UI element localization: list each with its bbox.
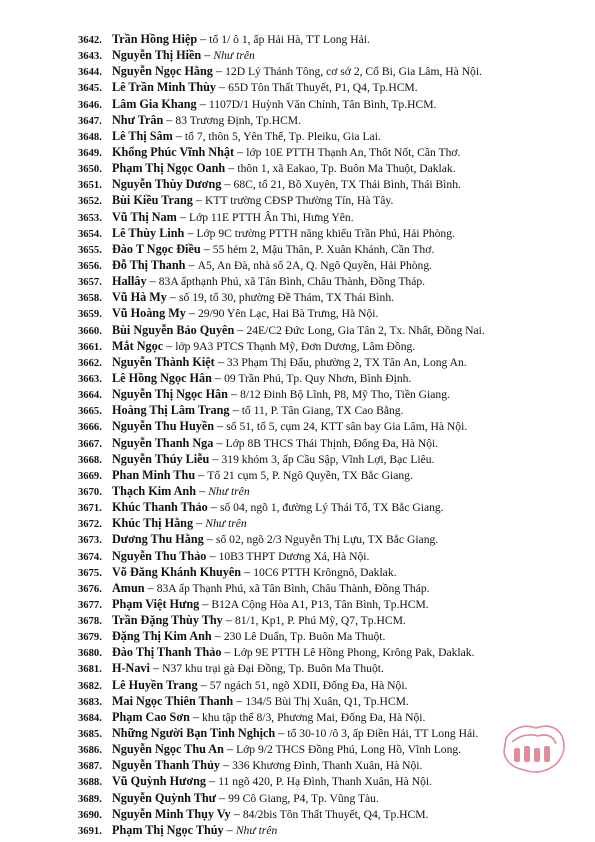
- entry-number: 3679.: [78, 632, 102, 644]
- list-item: [78, 370, 578, 386]
- entry-number: 3659.: [78, 309, 102, 321]
- list-item: [78, 354, 578, 370]
- entry-number: 3680.: [78, 648, 102, 660]
- entry-address: số 04, ngõ 1, đường Lý Thái Tổ, TX Bắc Giang.: [219, 501, 444, 515]
- list-item: [78, 515, 578, 531]
- entry-address: Lớp 9/2 THCS Đồng Phú, Long Hồ, Vĩnh Long.: [236, 743, 462, 757]
- entry-number: 3681.: [78, 664, 102, 676]
- entry-address: Như trên: [213, 49, 255, 63]
- list-item: [78, 499, 578, 515]
- list-item: [78, 225, 578, 241]
- entry-list: [78, 31, 578, 838]
- entry-name: Nguyễn Thúy Liễu –: [112, 452, 222, 466]
- entry-number: 3662.: [78, 357, 102, 369]
- entry-address: 33 Phạm Thị Đẩu, phường 2, TX Tân An, Long An.: [226, 355, 467, 369]
- list-item: [78, 112, 578, 128]
- entry-address: 134/5 Bùi Thị Xuân, Q1, Tp.HCM.: [245, 694, 409, 708]
- list-item: [78, 144, 578, 160]
- entry-name: Dương Thu Hằng –: [112, 532, 216, 546]
- entry-address: Như trên: [235, 823, 278, 837]
- entry-address: 84/2bis Tôn Thất Thuyết, Q4, Tp.HCM.: [242, 807, 429, 821]
- entry-name: Vũ Hà My –: [112, 290, 179, 304]
- entry-number: 3642.: [78, 35, 102, 46]
- entry-address: 24E/C2 Đức Long, Gia Tân 2, Tx. Nhất, Đồng Nai.: [246, 323, 485, 337]
- list-item: [78, 273, 578, 289]
- entry-name: Vũ Quỳnh Hương –: [112, 774, 218, 788]
- entry-number: 3651.: [78, 180, 102, 192]
- entry-address: lớp 10E PTTH Thạnh An, Thốt Nốt, Cần Thơ.: [246, 145, 461, 159]
- list-item: [78, 580, 578, 596]
- entry-name: Nguyễn Thành Kiệt –: [112, 355, 227, 369]
- entry-number: 3660.: [78, 325, 102, 337]
- entry-number: 3647.: [78, 115, 102, 127]
- entry-number: 3658.: [78, 293, 102, 305]
- entry-name: Phạm Thị Ngọc Thúy –: [112, 823, 236, 837]
- entry-name: Lê Huyền Trang –: [112, 678, 210, 692]
- entry-number: 3646.: [78, 99, 102, 111]
- list-item: [78, 677, 578, 693]
- entry-number: 3677.: [78, 599, 102, 611]
- list-item: [78, 176, 578, 192]
- entry-number: 3683.: [78, 696, 102, 708]
- entry-address: 10B3 THPT Dương Xá, Hà Nội.: [218, 549, 370, 563]
- entry-address: 81/1, Kp1, P. Phú Mỹ, Q7, Tp.HCM.: [234, 614, 406, 628]
- entry-number: 3689.: [78, 793, 102, 805]
- entry-name: Lê Thị Sâm –: [112, 129, 185, 143]
- entry-name: Khúc Thị Hằng –: [112, 516, 205, 530]
- entry-number: 3643.: [78, 51, 102, 63]
- list-item: [78, 192, 578, 208]
- list-item: [78, 628, 578, 644]
- entry-name: Lâm Gia Khang –: [112, 97, 209, 111]
- entry-name: Trần Đặng Thùy Thy –: [112, 613, 235, 627]
- watermark-logo: [498, 718, 570, 780]
- entry-number: 3665.: [78, 406, 102, 418]
- list-item: [78, 128, 578, 144]
- entry-address: khu tập thể 8/3, Phương Mai, Đống Đa, Hà Nội.: [202, 710, 426, 724]
- entry-name: Lê Hồng Ngọc Hân –: [112, 371, 224, 385]
- entry-address: tổ 30-10 /ô 3, ấp Điền Hải, TT Long Hải.: [287, 727, 479, 741]
- entry-name: Phạm Cao Sơn –: [112, 710, 202, 724]
- entry-address: 68C, tổ 21, Bồ Xuyên, TX Thái Bình, Thái Bình.: [233, 178, 461, 192]
- entry-name: Bùi Nguyễn Bảo Quyên –: [112, 323, 246, 337]
- entry-name: Vũ Hoàng My –: [112, 306, 198, 320]
- list-item: [78, 596, 578, 612]
- entry-address: KTT trường CĐSP Thường Tín, Hà Tây.: [205, 194, 394, 208]
- entry-name: Nguyễn Thùy Dương –: [112, 177, 234, 191]
- entry-address: Như trên: [208, 484, 250, 498]
- entry-address: B12A Cộng Hòa A1, P13, Tân Bình, Tp.HCM.: [211, 597, 429, 611]
- entry-name: Nguyễn Thị Ngọc Hân –: [112, 387, 240, 401]
- entry-address: Lớp 9E PTTH Lê Hồng Phong, Krông Pak, Daklak.: [233, 646, 475, 660]
- entry-address: 29/90 Yên Lạc, Hai Bà Trưng, Hà Nội.: [198, 307, 379, 321]
- entry-name: Nguyễn Thanh Thủy –: [112, 758, 232, 772]
- entry-number: 3690.: [78, 809, 102, 821]
- list-item: [78, 806, 578, 822]
- entry-address: 55 hẻm 2, Mậu Thân, P. Xuân Khánh, Cần Thơ.: [212, 242, 435, 256]
- entry-number: 3657.: [78, 277, 102, 289]
- entry-name: Đào T Ngọc Điều –: [112, 242, 213, 256]
- entry-address: 99 Cô Giang, P4, Tp. Vũng Tàu.: [228, 791, 379, 805]
- entry-address: 83A ấp Thạnh Phú, xã Tân Bình, Châu Thành, Đồng Tháp.: [156, 581, 430, 595]
- entry-name: Phan Minh Thu –: [112, 468, 207, 482]
- entry-name: Hallây –: [112, 274, 159, 288]
- entry-address: tổ 7, thôn 5, Yên Thế, Tp. Pleiku, Gia Lai.: [184, 129, 381, 143]
- entry-number: 3674.: [78, 551, 102, 563]
- entry-number: 3678.: [78, 616, 102, 628]
- entry-address: 11 ngõ 420, P. Hạ Đình, Thanh Xuân, Hà Nội.: [218, 775, 433, 789]
- entry-name: Nguyễn Quỳnh Thư –: [112, 791, 228, 805]
- list-item: [78, 322, 578, 338]
- list-item: [78, 402, 578, 418]
- list-item: [78, 47, 578, 63]
- entry-name: Khúc Thanh Thảo –: [112, 500, 220, 514]
- list-item: [78, 160, 578, 176]
- entry-address: 83A ấpthạnh Phú, xã Tân Bình, Châu Thành, Đồng Tháp.: [158, 275, 426, 289]
- list-item: [78, 531, 578, 547]
- list-item: [78, 435, 578, 451]
- entry-number: 3684.: [78, 712, 102, 724]
- entry-number: 3670.: [78, 486, 102, 498]
- entry-name: Những Người Bạn Tinh Nghịch –: [112, 726, 287, 740]
- entry-name: Nguyễn Ngọc Thu An –: [112, 742, 236, 756]
- entry-name: Phạm Việt Hưng –: [112, 597, 211, 611]
- entry-number: 3648.: [78, 131, 102, 143]
- list-item: [78, 63, 578, 79]
- entry-address: 1107D/1 Huỳnh Văn Chính, Tân Bình, Tp.HCM.: [208, 97, 437, 111]
- entry-number: 3664.: [78, 390, 102, 402]
- entry-number: 3652.: [78, 196, 102, 208]
- entry-name: Thạch Kim Anh –: [112, 484, 208, 498]
- entry-number: 3669.: [78, 470, 102, 482]
- list-item: [78, 305, 578, 321]
- entry-address: 319 khóm 3, ấp Cầu Sập, Vĩnh Lợi, Bạc Liêu.: [221, 452, 435, 466]
- list-item: [78, 564, 578, 580]
- entry-number: 3685.: [78, 729, 102, 741]
- list-item: [78, 548, 578, 564]
- entry-name: Nguyễn Thu Thảo –: [112, 549, 219, 563]
- entry-name: Trần Hồng Hiệp –: [112, 32, 209, 46]
- entry-number: 3667.: [78, 438, 102, 450]
- list-item: [78, 612, 578, 628]
- entry-number: 3655.: [78, 244, 102, 256]
- entry-name: Hoàng Thị Lâm Trang –: [112, 403, 242, 417]
- entry-address: 09 Trần Phú, Tp. Quy Nhơn, Bình Định.: [224, 371, 412, 385]
- entry-address: tổ 11, P. Tân Giang, TX Cao Bằng.: [241, 404, 404, 418]
- entry-address: thôn 1, xã Eakao, Tp. Buôn Ma Thuột, Daklak.: [237, 162, 456, 176]
- entry-address: số 19, tổ 30, phường Đề Thám, TX Thái Bình.: [179, 291, 395, 305]
- list-item: [78, 386, 578, 402]
- list-item: [78, 31, 578, 47]
- entry-address: A5, An Đà, nhà số 2A, Q. Ngô Quyền, Hải Phòng.: [197, 258, 433, 272]
- entry-name: Như Trân –: [112, 113, 175, 127]
- entry-address: 8/12 Đinh Bộ Lĩnh, P8, Mỹ Tho, Tiền Giang.: [240, 388, 450, 402]
- entry-name: Đỗ Thị Thanh –: [112, 258, 198, 272]
- entry-number: 3645.: [78, 83, 102, 95]
- list-item: [78, 96, 578, 112]
- list-item: [78, 289, 578, 305]
- entry-name: Lê Trần Minh Thùy –: [112, 80, 228, 94]
- entry-address: Như trên: [205, 517, 247, 531]
- entry-name: Khổng Phúc Vĩnh Nhật –: [112, 145, 246, 159]
- list-item: [78, 79, 578, 95]
- entry-address: N37 khu trại gà Đại Đồng, Tp. Buôn Ma Thuột.: [162, 662, 384, 676]
- entry-address: 65D Tôn Thất Thuyết, P1, Q4, Tp.HCM.: [228, 81, 418, 95]
- entry-name: Nguyễn Thu Huyền –: [112, 419, 226, 433]
- list-item: [78, 451, 578, 467]
- entry-number: 3663.: [78, 373, 102, 385]
- entry-name: Võ Đăng Khánh Khuyên –: [112, 565, 253, 579]
- entry-address: số 02, ngõ 2/3 Nguyễn Thị Lựu, TX Bắc Giang.: [215, 533, 439, 547]
- entry-name: Amun –: [112, 581, 157, 595]
- entry-name: Bùi Kiều Trang –: [112, 193, 205, 207]
- entry-name: Nguyễn Thanh Nga –: [112, 436, 226, 450]
- entry-number: 3691.: [78, 825, 102, 837]
- entry-number: 3682.: [78, 680, 102, 692]
- entry-address: Lớp 8B THCS Thái Thịnh, Đống Đa, Hà Nội.: [225, 436, 439, 450]
- list-item: [78, 822, 578, 838]
- entry-name: Mắt Ngọc –: [112, 339, 175, 353]
- list-item: [78, 483, 578, 499]
- entry-number: 3671.: [78, 503, 102, 515]
- entry-name: Lê Thùy Linh –: [112, 226, 196, 240]
- entry-name: Đặng Thị Kim Anh –: [112, 629, 224, 643]
- entry-name: Vũ Thị Nam –: [112, 210, 189, 224]
- list-item: [78, 644, 578, 660]
- entry-number: 3653.: [78, 212, 102, 224]
- entry-number: 3649.: [78, 147, 102, 159]
- entry-number: 3675.: [78, 567, 102, 579]
- entry-number: 3650.: [78, 164, 102, 176]
- entry-name: Nguyễn Minh Thụy Vy –: [112, 807, 243, 821]
- entry-address: 10C6 PTTH Krôngnô, Daklak.: [253, 565, 397, 579]
- entry-name: Nguyễn Thị Hiền –: [112, 48, 213, 62]
- entry-number: 3686.: [78, 745, 102, 757]
- entry-name: Phạm Thị Ngọc Oanh –: [112, 161, 237, 175]
- list-item: [78, 338, 578, 354]
- list-item: [78, 257, 578, 273]
- entry-address: 83 Trương Định, Tp.HCM.: [175, 113, 302, 127]
- entry-address: lớp 9A3 PTCS Thạnh Mỹ, Đơn Dương, Lâm Đồng.: [175, 339, 416, 353]
- list-item: [78, 693, 578, 709]
- entry-address: Lớp 9C trường PTTH năng khiếu Trần Phú, Hải Phòng.: [196, 226, 455, 240]
- entry-address: 12D Lý Thánh Tông, cơ sở 2, Cổ Bi, Gia Lâm, Hà Nội.: [225, 65, 482, 79]
- entry-number: 3644.: [78, 67, 102, 79]
- entry-number: 3673.: [78, 535, 102, 547]
- entry-name: Đào Thị Thanh Thảo –: [112, 645, 234, 659]
- list-item: [78, 790, 578, 806]
- list-item: [78, 467, 578, 483]
- entry-number: 3656.: [78, 260, 102, 272]
- entry-number: 3687.: [78, 761, 102, 773]
- entry-name: H-Navi –: [112, 661, 162, 675]
- entry-address: 230 Lê Duẩn, Tp. Buôn Ma Thuột.: [223, 630, 386, 644]
- entry-address: 57 ngách 51, ngõ XDII, Đống Đa, Hà Nội.: [209, 678, 408, 692]
- entry-address: Tổ 21 cụm 5, P. Ngô Quyền, TX Bắc Giang.: [207, 468, 413, 482]
- entry-address: tổ 1/ ô 1, ấp Hải Hà, TT Long Hải.: [209, 33, 370, 46]
- entry-name: Mai Ngọc Thiên Thanh –: [112, 694, 245, 708]
- list-item: [78, 660, 578, 676]
- list-item: [78, 209, 578, 225]
- entry-number: 3668.: [78, 454, 102, 466]
- entry-name: Nguyễn Ngọc Hằng –: [112, 64, 225, 78]
- entry-address: Lớp 11E PTTH Ân Thi, Hưng Yên.: [188, 210, 354, 224]
- entry-address: số 51, tổ 5, cụm 24, KTT sân bay Gia Lâm, Hà Nội.: [226, 420, 468, 434]
- entry-address: 336 Khương Đình, Thanh Xuân, Hà Nội.: [232, 759, 423, 773]
- entry-number: 3688.: [78, 777, 102, 789]
- list-item: [78, 241, 578, 257]
- entry-number: 3666.: [78, 422, 102, 434]
- entry-number: 3661.: [78, 341, 102, 353]
- entry-number: 3676.: [78, 583, 102, 595]
- entry-number: 3654.: [78, 228, 102, 240]
- list-item: [78, 418, 578, 434]
- entry-number: 3672.: [78, 519, 102, 531]
